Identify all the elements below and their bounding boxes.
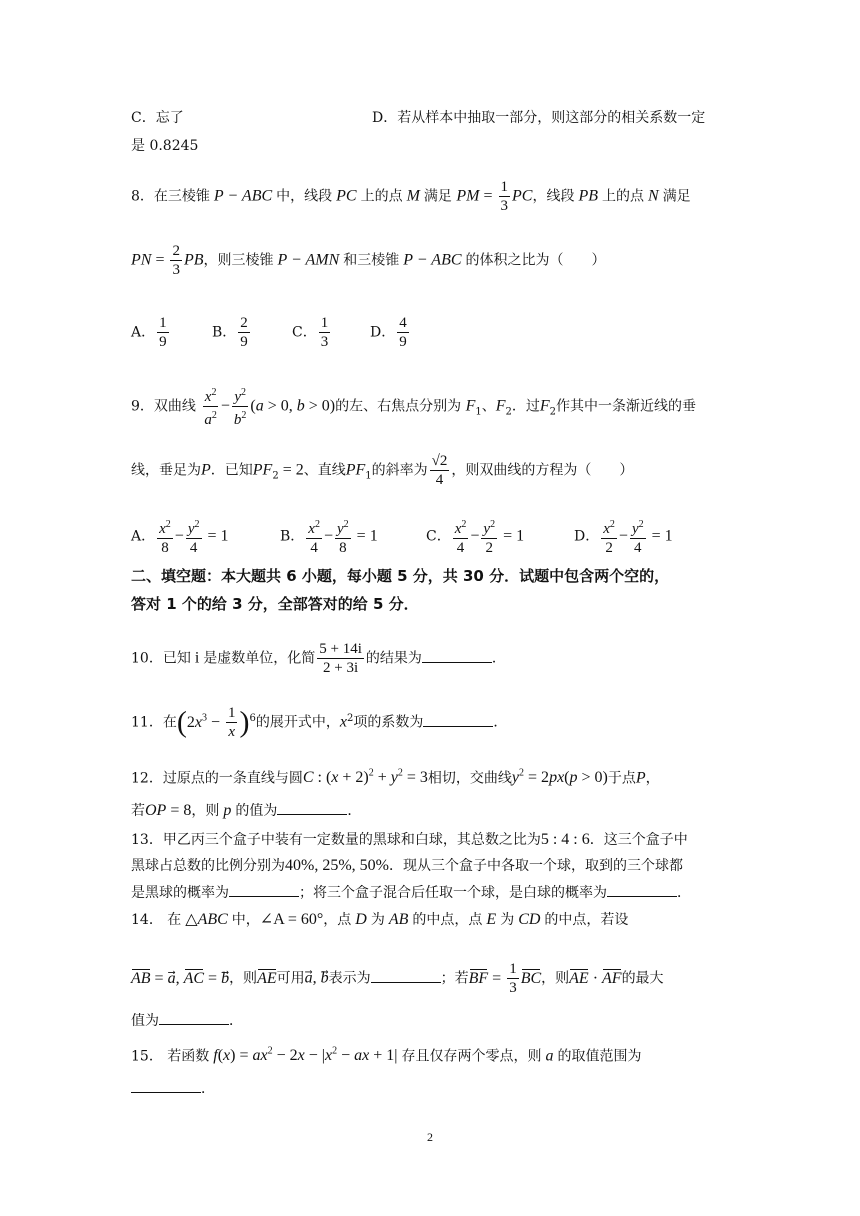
q10-answer-blank[interactable]	[422, 648, 492, 663]
q13-line-2: 黑球占总数的比例分别为40%, 25%, 50%．现从三个盒子中各取一个球，取到的三个球都	[131, 857, 683, 874]
q8-line-1: 8．在三棱锥 P − ABC 中，线段 PC 上的点 M 满足 PM = $\frac{1}{3}$ PC，线段 PB 上的点 N 满足	[131, 179, 691, 214]
q12-line-2: 若OP = 8，则 p 的值为 ．	[131, 802, 362, 819]
q15-line-2: ．	[131, 1078, 215, 1099]
q9-line-1: 9．双曲线 $\frac{x^2}{a^2}$ − $\frac{y^2}{b^2}$ (a > 0, b > 0)的左、右焦点分别为 $F_1$、$F_2$．过$F_2$作其中一条渐近线的垂	[131, 384, 696, 429]
q8-line-2: PN = $\frac{2}{3}$ PB，则三棱锥 P − AMN 和三棱锥 P − ABC 的体积之比为（ ）	[131, 243, 606, 278]
q7-option-d-cont: 是 0.8245	[131, 138, 199, 154]
q9-option-d: D． $\frac{x^2}{2}$ − $\frac{y^2}{4}$ = 1	[574, 516, 673, 557]
q13-line-1: 13．甲乙丙三个盒子中装有一定数量的黑球和白球，其总数之比为5 : 4 : 6．这三个盒子中	[131, 831, 688, 848]
q9-line-2: 线，垂足为P．已知$PF_2 = 2$、直线$PF_1$的斜率为 $\frac{√2}{4}$ ，则双曲线的方程为（ ）	[131, 453, 634, 488]
section-2-heading-line-2: 答对 1 个的给 3 分，全部答对的给 5 分．	[131, 595, 419, 613]
q8-option-b: B． $\frac{2}{9}$	[212, 315, 248, 350]
q14-line-2: AB = a⃗, AC = b，则AE可用a⃗, b表示为 ；若BF = $\frac{1}{3}$ BC，则AE · AF的最大	[131, 961, 664, 996]
q12-answer-blank[interactable]	[277, 800, 347, 815]
q9-option-b: B． $\frac{x^2}{4}$ − $\frac{y^2}{8}$ = 1	[280, 516, 378, 557]
q12-line-1: 12．过原点的一条直线与圆C : $(x + 2)^2 + y^2 = 3$相切，交曲线$y^2 = 2px(p > 0)$于点P，	[131, 768, 660, 787]
q10: 10．已知 i 是虚数单位，化简 $\frac{5 + 14i}{2 + 3i}$ 的结果为 ．	[131, 641, 506, 676]
q15-answer-blank[interactable]	[131, 1078, 201, 1093]
q15-line-1: 15． 若函数 $f(x) = ax^2 - 2x - |x^2$ − ax + 1| 存且仅存两个零点，则 a 的取值范围为	[131, 1046, 642, 1065]
q14-answer-blank-1[interactable]	[371, 968, 441, 983]
q11: 11．在($2x^3$ − $\frac{1}{x}$ )$^6$的展开式中，$x^2$项的系数为 ．	[131, 705, 508, 740]
q7-option-c: C．忘了	[131, 110, 184, 126]
q9-option-c: C． $\frac{x^2}{4}$ − $\frac{y^2}{2}$ = 1	[426, 516, 524, 557]
q8-option-d: D． $\frac{4}{9}$	[370, 315, 407, 350]
page-number: 2	[427, 1130, 433, 1144]
q14-answer-blank-2[interactable]	[159, 1010, 229, 1025]
q13-answer-blank-1[interactable]	[229, 882, 299, 897]
q11-answer-blank[interactable]	[423, 712, 493, 727]
q13-answer-blank-2[interactable]	[607, 882, 677, 897]
q9-option-a: A． $\frac{x^2}{8}$ − $\frac{y^2}{4}$ = 1	[131, 516, 229, 557]
q7-option-d: D．若从样本中抽取一部分，则这部分的相关系数一定	[372, 110, 706, 126]
section-2-heading-line-1: 二、填空题：本大题共 6 小题，每小题 5 分，共 30 分．试题中包含两个空的，	[131, 567, 670, 585]
q14-line-3: 值为 ．	[131, 1010, 243, 1031]
q8-option-a: A． $\frac{1}{9}$	[131, 315, 167, 350]
q14-line-1: 14． 在 △ABC 中，∠A = 60°，点 D 为 AB 的中点，点 E 为 CD 的中点，若设	[131, 911, 629, 928]
q13-line-3: 是黑球的概率为 ；将三个盒子混合后任取一个球，是白球的概率为 ．	[131, 882, 691, 903]
q8-option-c: C． $\frac{1}{3}$	[292, 315, 329, 350]
